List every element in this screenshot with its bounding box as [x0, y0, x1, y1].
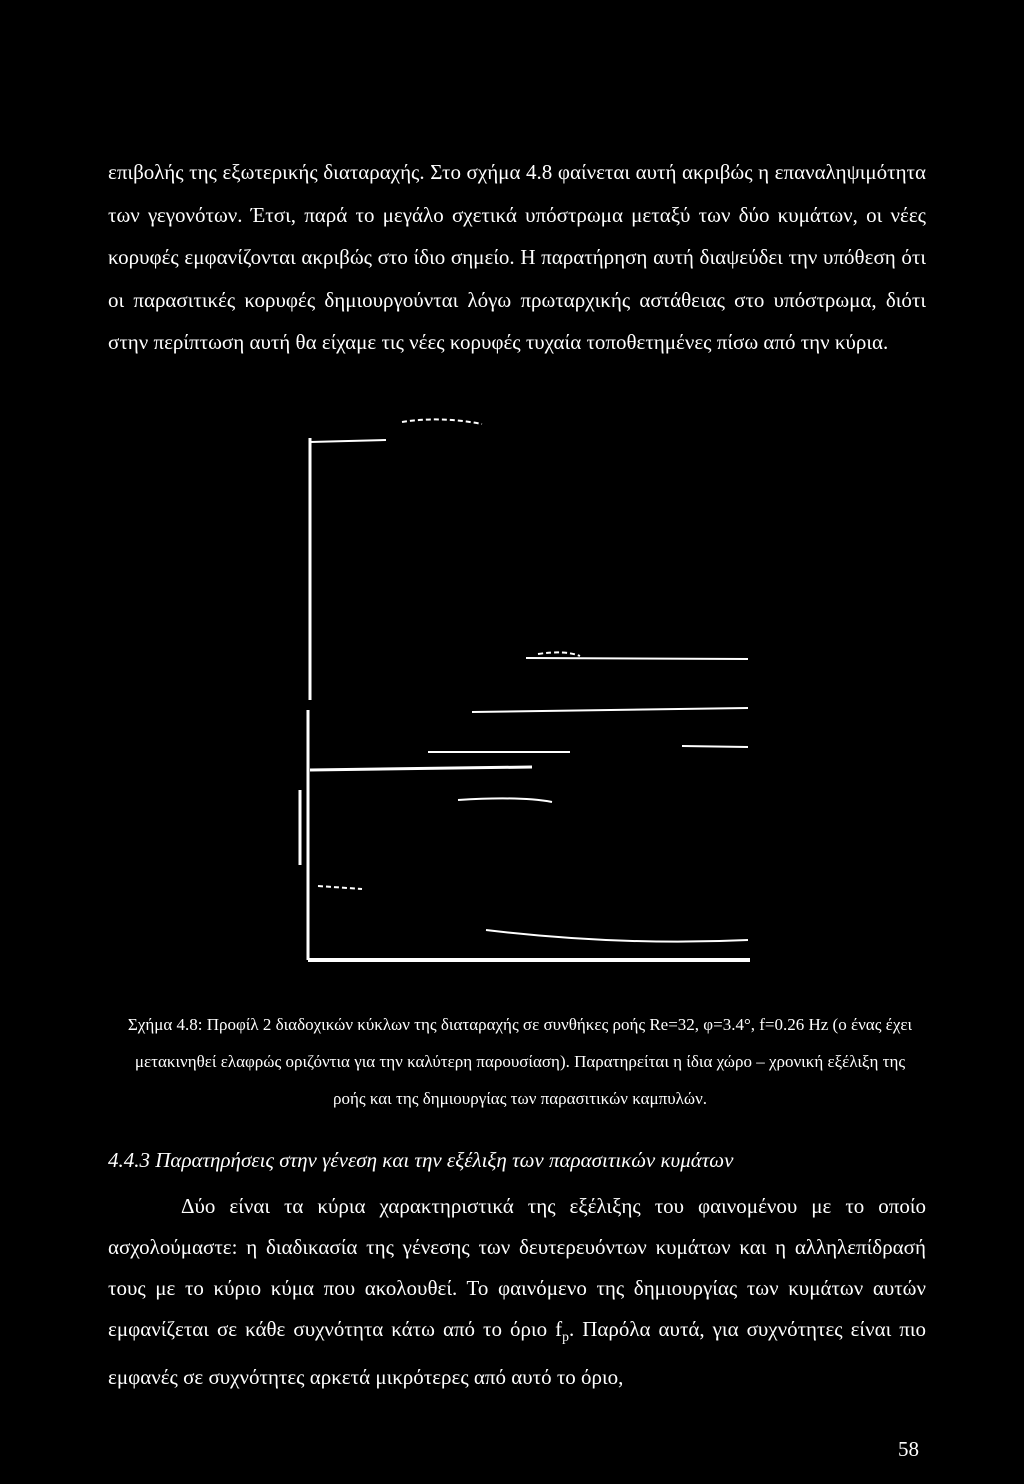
- paragraph-2-text-after: . Παρόλα αυτά, για συχνότητες είναι πιο εμφανές σε συχνότητες αρκετά μικρότερες από αυτό το όριο,: [108, 1317, 926, 1390]
- paragraph-2-subscript: p: [562, 1329, 569, 1345]
- upper-profile-left-tip: [310, 440, 386, 442]
- paragraph-2-text-before: Δύο είναι τα κύρια χαρακτηριστικά της εξέλιξης του φαινομένου με το οποίο ασχολούμαστε: η διαδικασία της γένεσης των δευτερευόντων κυμάτων και η αλληλεπίδρασή τους με το κύριο κύμα που ακολουθεί. Το φαινόμενο της δημιουργίας των κυμάτων αυτών εμφανίζεται σε κάθε συχνότητα κάτω από το όριο f: [108, 1194, 926, 1341]
- section-heading: 4.4.3 Παρατηρήσεις στην γένεση και την εξέλιξη των παρασιτικών κυμάτων: [108, 1148, 734, 1172]
- figure-caption: Σχήμα 4.8: Προφίλ 2 διαδοχικών κύκλων της διαταραχής σε συνθήκες ροής Re=32, φ=3.4°, f=0.26 Hz (ο ένας έχει μετακινηθεί ελαφρώς οριζόντια για την καλύτερη παρουσίαση). Παρατηρείται η ίδια χώρο – χρονική εξέλιξη της ροής και της δημιουργίας των παρασιτικών καμπυλών.: [127, 1015, 913, 1108]
- body-paragraph-2: [108, 1186, 926, 1398]
- wave-profile-figure: [290, 410, 770, 980]
- upper-profile-right-3: [682, 746, 748, 747]
- upper-profile-right-2: [472, 708, 748, 712]
- page-number: 58: [898, 1437, 919, 1461]
- upper-profile-crest: [402, 419, 482, 424]
- lower-profile-right-1: [458, 798, 552, 802]
- figure-4-8: [290, 410, 770, 980]
- paragraph-1-text: επιβολής της εξωτερικής διαταραχής. Στο σχήμα 4.8 φαίνεται αυτή ακριβώς η επαναληψιμότητα των γεγονότων. Έτσι, παρά το μεγάλο σχετικά υπόστρωμα μεταξύ των δύο κυμάτων, οι νέες κορυφές εμφανίζονται ακριβώς στο ίδιο σημείο. Η παρατήρηση αυτή διαψεύδει την υπόθεση ότι οι παρασιτικές κορυφές δημιουργούνται λόγω πρωταρχικής αστάθειας στο υπόστρωμα, διότι στην περίπτωση αυτή θα είχαμε τις νέες κορυφές τυχαία τοποθετημένες πίσω από την κύρια.: [108, 160, 926, 354]
- lower-profile-right-2: [486, 930, 748, 942]
- body-paragraph-1: [108, 151, 926, 364]
- upper-profile-right-4: [526, 658, 748, 659]
- upper-profile-right-5: [538, 652, 580, 656]
- upper-profile-base: [310, 767, 532, 770]
- lower-profile-left-dash: [318, 886, 362, 889]
